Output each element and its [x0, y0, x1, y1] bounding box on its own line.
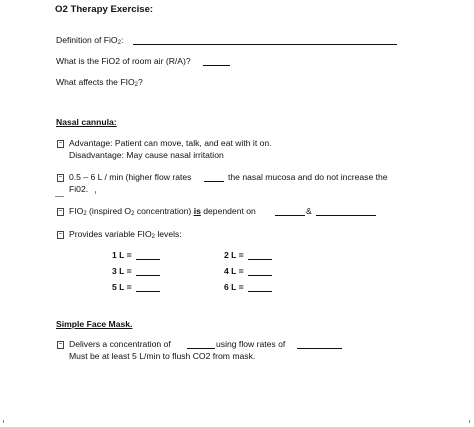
- mask-line1-mid: using flow rates of: [216, 339, 286, 349]
- liter-3-label: 3 L =: [112, 266, 132, 276]
- fio2-dependent-text: [69, 207, 256, 216]
- divider-mark: [55, 196, 64, 197]
- liter-6-blank[interactable]: [248, 283, 272, 292]
- flow-rate-post: the nasal mucosa and do not increase the: [228, 172, 388, 182]
- liter-2-blank[interactable]: [248, 251, 272, 260]
- liter-2-label: 2 L =: [224, 250, 244, 260]
- flow-rate-continuation: Fi02.: [69, 184, 89, 194]
- liter-5-blank[interactable]: [136, 283, 160, 292]
- mask-line2: Must be at least 5 L/min to flush CO2 from mask.: [69, 351, 256, 361]
- flow-rate-blank[interactable]: [204, 173, 224, 182]
- definition-answer-blank[interactable]: [133, 36, 397, 45]
- fio2-mid: (inspired O: [86, 206, 132, 216]
- definition-question: [56, 36, 123, 45]
- provides-pre: Provides variable FIO: [69, 229, 152, 239]
- liter-6-label: 6 L =: [224, 282, 244, 292]
- bullet-checkbox-icon: [57, 174, 64, 182]
- fio2-label: FIO: [69, 206, 84, 216]
- flow-rate-pre: 0.5 – 6 L / min (higher flow rates: [69, 172, 192, 182]
- bullet-checkbox-icon: [57, 140, 64, 148]
- page-title: O2 Therapy Exercise:: [55, 4, 154, 15]
- definition-colon: :: [120, 35, 124, 45]
- liter-4-blank[interactable]: [248, 267, 272, 276]
- liter-1-blank[interactable]: [136, 251, 160, 260]
- text-mark: [95, 191, 96, 194]
- liter-3-blank[interactable]: [136, 267, 160, 276]
- mask-concentration-blank[interactable]: [187, 340, 215, 349]
- page-corner-mark: [3, 420, 4, 423]
- dependent-blank-1[interactable]: [275, 207, 305, 216]
- disadvantage-text: Disadvantage: May cause nasal irritation: [69, 150, 224, 160]
- affects-question-mark: ?: [138, 77, 143, 87]
- flow-rate-text: [69, 173, 191, 182]
- affects-question: [56, 78, 143, 87]
- liter-5-label: 5 L =: [112, 282, 132, 292]
- definition-subscript: 2: [117, 40, 121, 46]
- mask-flow-blank[interactable]: [297, 340, 342, 349]
- bullet-checkbox-icon: [57, 341, 64, 349]
- room-air-answer-blank[interactable]: [203, 57, 230, 66]
- provides-subscript: 2: [151, 234, 155, 240]
- page-corner-mark: [469, 420, 470, 423]
- bullet-checkbox-icon: [57, 208, 64, 216]
- bullet-checkbox-icon: [57, 231, 64, 239]
- liter-4-label: 4 L =: [224, 266, 244, 276]
- mask-line1-pre: Delivers a concentration of: [69, 339, 171, 349]
- ampersand: &: [306, 206, 312, 216]
- affects-subscript: 2: [134, 82, 138, 88]
- dependent-text: dependent on: [200, 206, 256, 216]
- nasal-cannula-heading: Nasal cannula:: [56, 117, 117, 127]
- room-air-question: What is the FiO2 of room air (R/A)?: [56, 56, 191, 66]
- fio2-post: concentration): [134, 206, 192, 216]
- liter-1-label: 1 L =: [112, 250, 132, 260]
- fio2-subscript: 2: [83, 211, 87, 217]
- face-mask-heading: Simple Face Mask.: [56, 319, 133, 329]
- provides-text: [69, 230, 182, 239]
- affects-label: What affects the FIO: [56, 77, 135, 87]
- provides-post: levels:: [154, 229, 182, 239]
- advantage-text: Advantage: Patient can move, talk, and eat with it on.: [69, 138, 272, 148]
- o2-subscript: 2: [131, 211, 135, 217]
- definition-label: Definition of FiO: [56, 35, 118, 45]
- is-emphasis: is: [193, 206, 201, 216]
- dependent-blank-2[interactable]: [316, 207, 376, 216]
